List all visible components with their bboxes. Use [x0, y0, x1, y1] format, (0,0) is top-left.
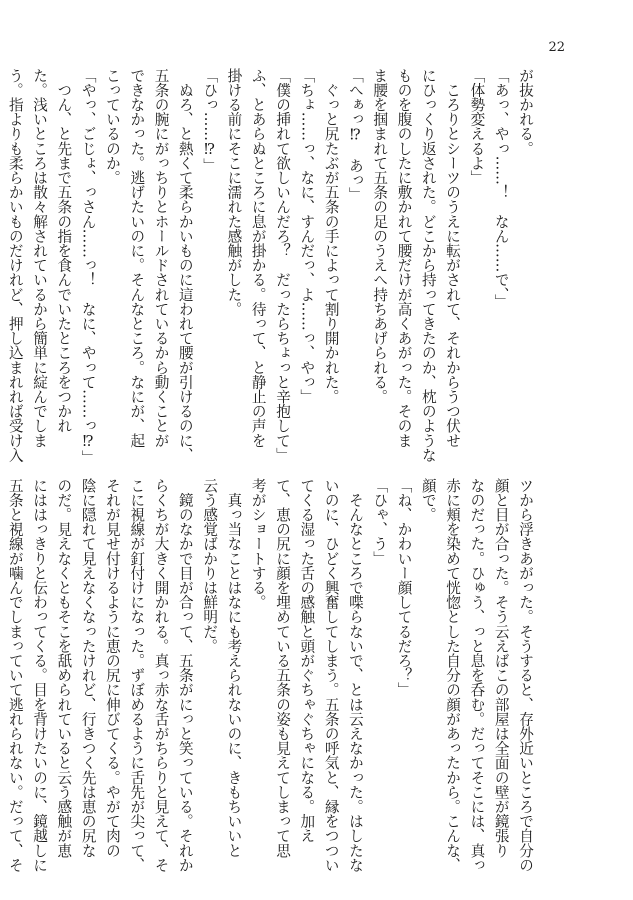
page-number: 22	[548, 40, 565, 55]
text-line: こっているのか。	[103, 68, 121, 185]
text-line: 「僕の挿れて欲しいんだろ？ だったらちょっと辛抱して」	[274, 68, 292, 463]
text-line: 鏡のなかで目が合って、五条がにっと笑っている。それか	[176, 478, 194, 873]
text-line: 五条の腕にがっちりとホールドされているから動くことが	[152, 68, 170, 448]
text-line: ものを腹のしたに敷かれて腰だけが高くあがった。そのま	[395, 68, 413, 448]
text-line: のだ。見えなくともそこを舐められていると云う感触が恵	[55, 478, 73, 858]
text-line: 五条と視線が噛んでしまっていて逃れられない。だって、そ	[6, 478, 24, 873]
text-line: う。指よりも柔らかいものだけれど、押し込まれれば受け入	[6, 68, 24, 463]
text-line: 「へぁっ⁉ あっ」	[346, 68, 364, 202]
text-line: 考がショートする。	[249, 478, 267, 610]
text-line: 云う感覚ばかりは鮮明だ。	[201, 478, 219, 654]
text-line: ぐっと尻たぶが五条の手によって割り開かれた。	[322, 68, 340, 404]
text-line: 陰に隠れて見えなくなったけれど、行きつく先は恵の尻な	[79, 478, 97, 858]
text-line: なのだった。ひゅう、っと息を呑む。だってそこには、真っ	[468, 478, 486, 873]
text-line: それが見せ付けるように恵の尻に伸びてくる。やがて肉の	[103, 478, 121, 858]
text-line: が抜かれる。	[517, 68, 534, 156]
text-line: 「ね、かわいー顔してるだろ？」	[395, 478, 413, 697]
text-line: つん、と先まで五条の指を食んでいたところをつかれ	[55, 68, 73, 433]
text-line: 顔と目が合った。そう云えばこの部屋は全面の壁が鏡張り	[492, 478, 510, 858]
text-line: そんなところで喋らないで、とは云えなかった。はしたな	[346, 478, 364, 873]
text-line: 「やっ、ごじょ、っさん……っ！ なに、やって……っ⁉」	[79, 68, 97, 465]
text-line: 「ひっ……⁉」	[201, 68, 219, 173]
text-line: た。浅いところは散々解されているから簡単に綻んでしま	[31, 68, 49, 448]
text-line: にははっきりと伝わってくる。目を背けたいのに、鏡越しに	[31, 478, 49, 873]
text-line: 「あっ、やっ……！ なん……で、」	[492, 68, 510, 309]
text-line: 顔で。	[419, 478, 437, 522]
text-line: ま腰を掴まれて五条の足のうえへ持ちあげられる。	[371, 68, 389, 404]
text-line: にひっくり返された。どこから持ってきたのか、枕のような	[419, 68, 437, 463]
text-line: 「ちょ……っ、なに、すんだっ、よ……っ、やっ」	[298, 68, 316, 404]
text-line: 「ひゃ、う」	[371, 478, 389, 566]
text-line: ぬろ、と熱くて柔らかいものに這われて腰が引けるのに、	[176, 68, 194, 463]
text-line: いのに、ひどく興奮してしまう。五条の呼気と、縁をつつい	[322, 478, 340, 873]
text-line: ころりとシーツのうえに転がされて、それからうつ伏せ	[444, 68, 462, 448]
text-line: てくる湿った舌の感触と頭がぐちゃぐちゃになる。加え	[298, 478, 316, 843]
text-line: らくちが大きく開かれる。真っ赤な舌がちらりと見えて、そ	[152, 478, 170, 873]
text-line: 赤に頬を染めて恍惚とした自分の顔があったから。こんな、	[444, 478, 462, 873]
text-line: 「体勢変えるよ」	[468, 68, 486, 185]
text-block-lower	[6, 478, 537, 873]
text-line: できなかった。逃げたいのに。そんなところ。なにが、起	[128, 68, 146, 448]
text-line: 真っ当なことはなにも考えられないのに、きもちいいと	[225, 478, 243, 858]
text-block-upper	[6, 68, 537, 465]
text-line: ツから浮きあがった。そうすると、存外近いところで自分の	[517, 478, 534, 873]
text-line: て、恵の尻に顔を埋めている五条の姿も見えてしまって思	[274, 478, 292, 858]
text-line: ふ、とあらぬところに息が掛かる。待って、と静止の声を	[249, 68, 267, 448]
text-line: 掛ける前にそこに濡れた感触がした。	[225, 68, 243, 317]
text-line: こに視線が釘付けになった。ずぼめるように舌先が尖って、	[128, 478, 146, 873]
